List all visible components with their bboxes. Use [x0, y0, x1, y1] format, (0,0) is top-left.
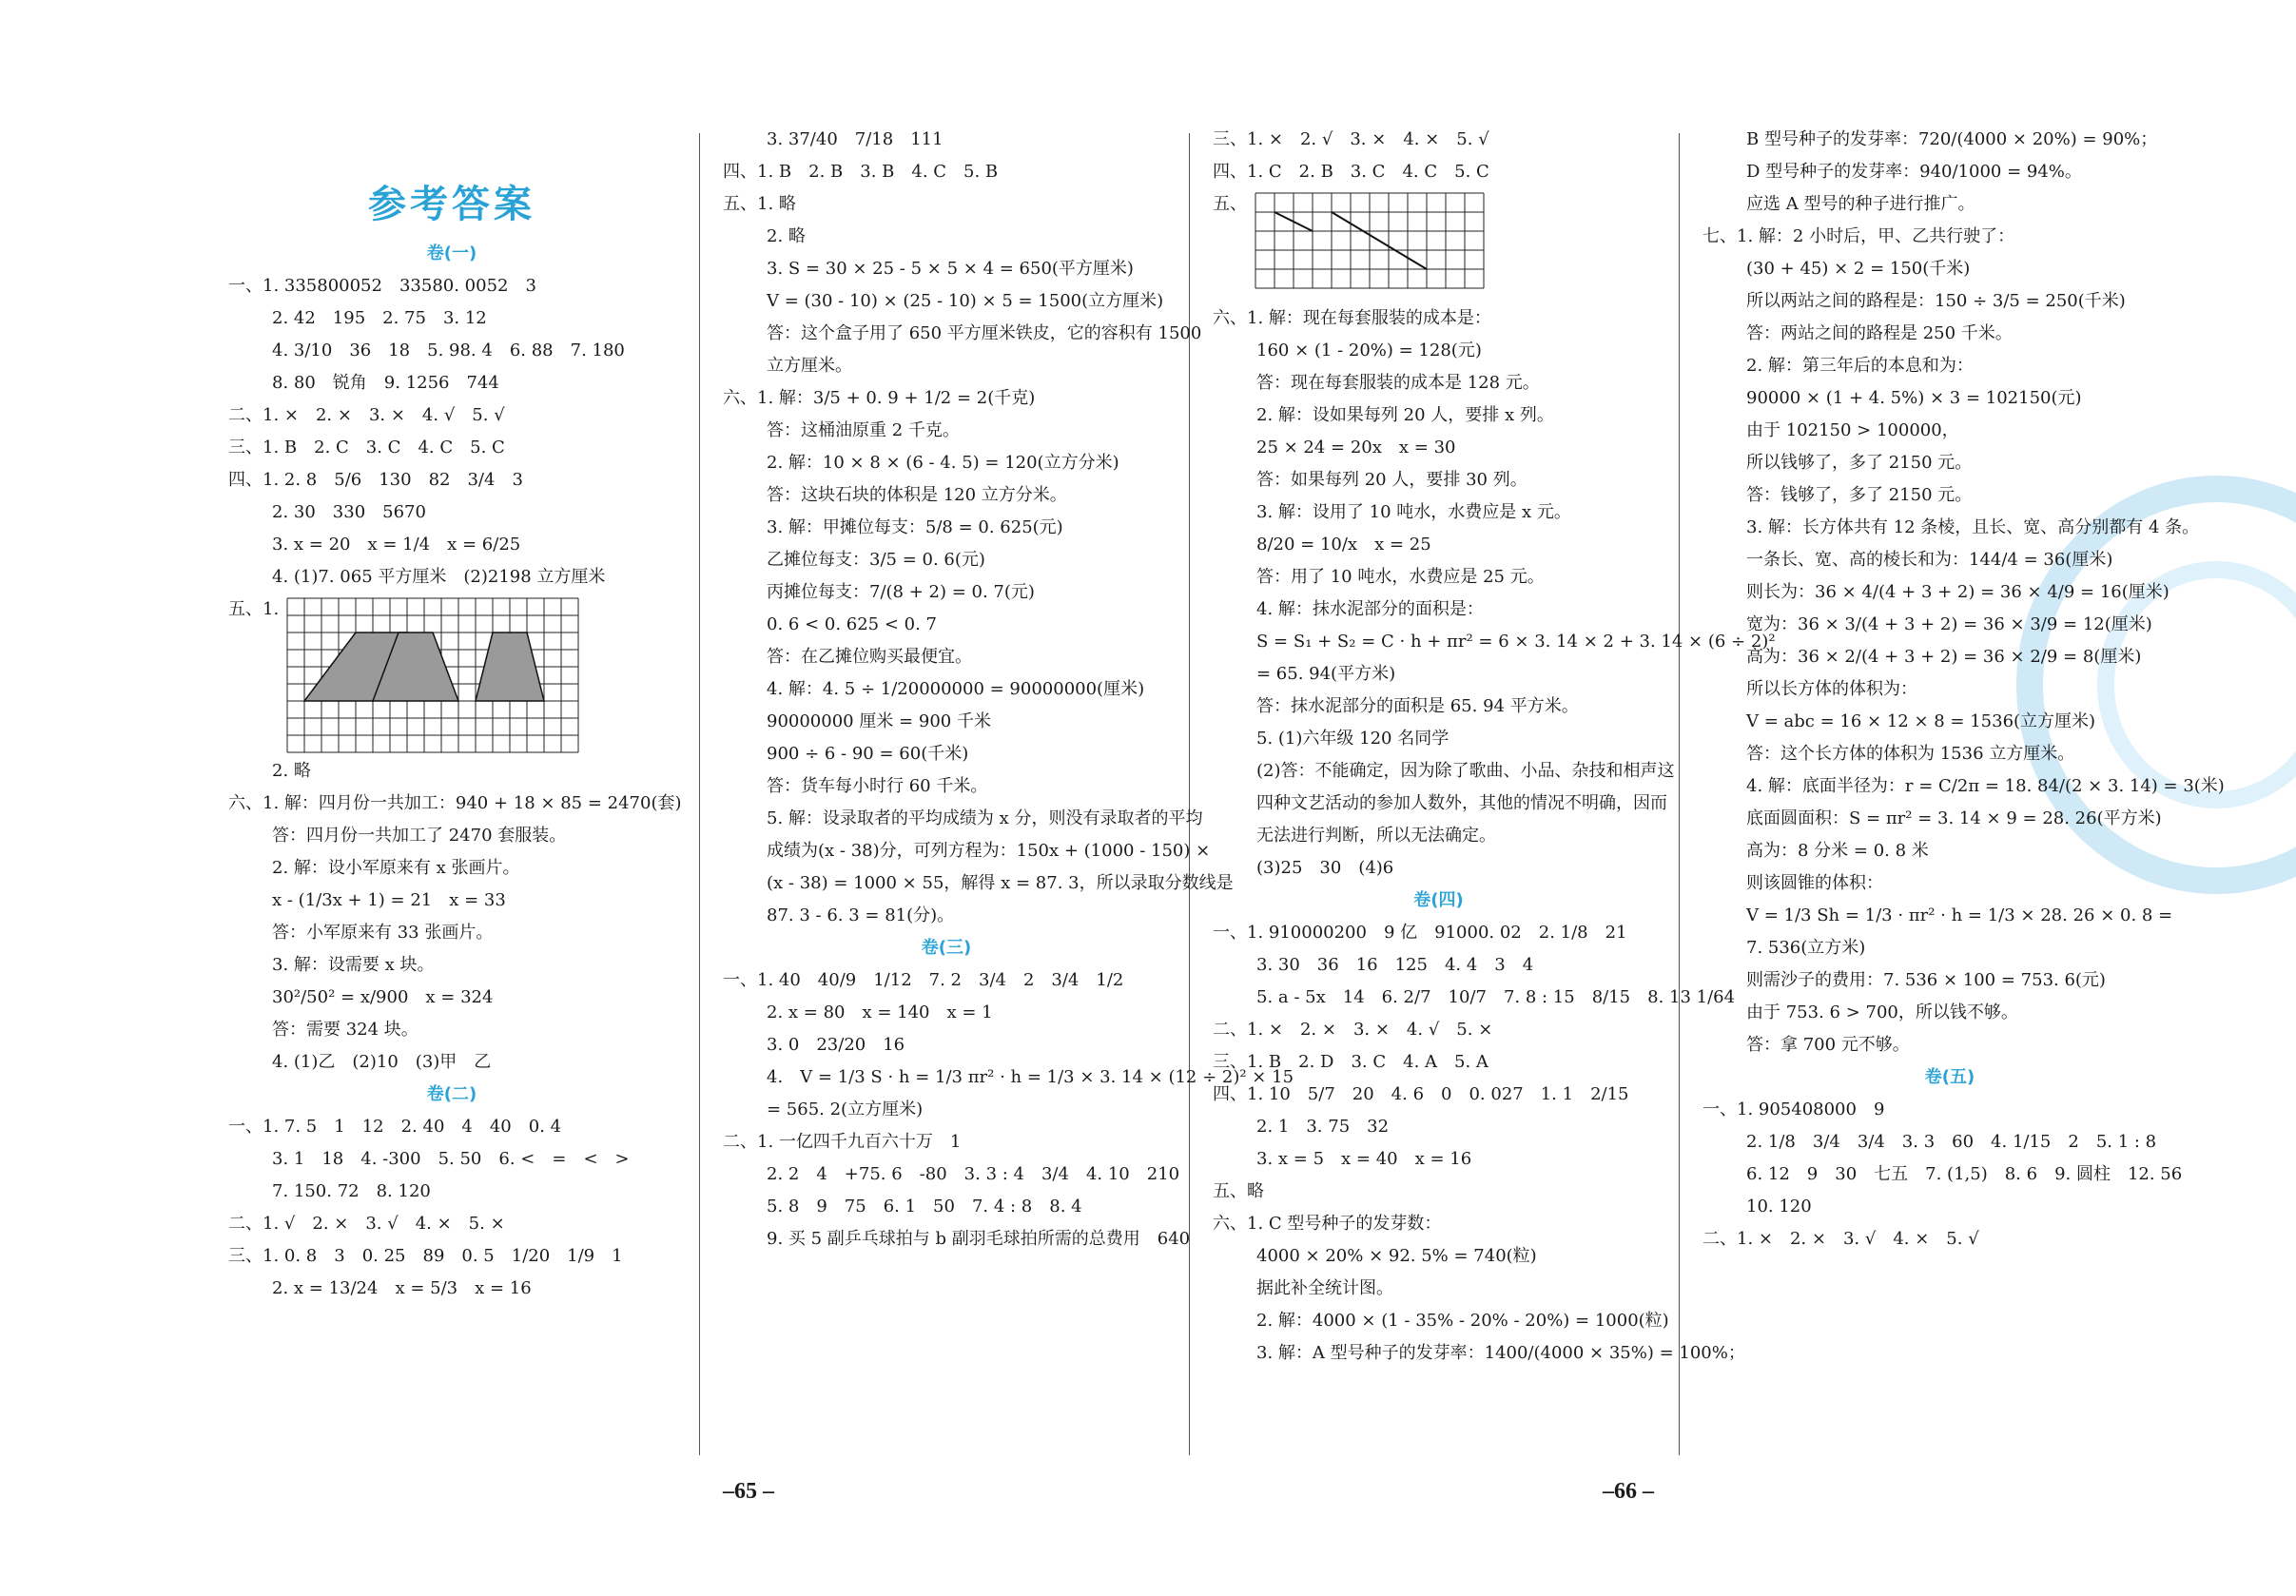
answer-text: 四、1. B 2. B 3. B 4. C 5. B — [723, 162, 999, 182]
answer-line — [723, 544, 1170, 576]
answer-line — [1703, 770, 2225, 803]
answer-line — [228, 594, 675, 755]
answer-text: 3. x = 20 x = 1/4 x = 6/25 — [272, 535, 521, 555]
answer-line — [228, 561, 675, 594]
answer-text: 卷(二) — [426, 1084, 477, 1104]
answer-line — [1703, 1094, 2197, 1126]
answer-line — [723, 770, 1170, 803]
answer-text: 卷(三) — [921, 938, 972, 958]
column-3 — [1213, 124, 1776, 1370]
answer-text: 二、1. × 2. × 3. √ 4. × 5. √ — [1703, 1229, 1979, 1249]
answer-text: 六、1. 解：四月份一共加工：940 + 18 × 85 = 2470(套) — [228, 793, 682, 813]
answer-line — [1213, 1079, 1664, 1111]
answer-text: 4. V = 1/3 S · h = 1/3 πr² · h = 1/3 × 3. 14 × (12 ÷ 2)² × 15 — [767, 1067, 1294, 1087]
answer-text: 4. 解：抹水泥部分的面积是： — [1256, 599, 1484, 619]
answer-text: 答：四月份一共加工了 2470 套服装。 — [272, 826, 567, 846]
answer-text: 4000 × 20% × 92. 5% = 740(粒) — [1256, 1246, 1537, 1266]
answer-text: 成绩为(x - 38)分，可列方程为：150x + (1000 - 150) × — [767, 841, 1211, 861]
answer-text: (x - 38) = 1000 × 55，解得 x = 87. 3，所以录取分数线是 — [767, 873, 1234, 893]
answer-line — [1703, 609, 2197, 641]
answer-text: 答：在乙摊位购买最便宜。 — [767, 647, 972, 667]
answer-text: 二、1. √ 2. × 3. √ 4. × 5. × — [228, 1214, 505, 1234]
answer-line — [723, 124, 1170, 156]
answer-line — [1703, 253, 2197, 285]
answer-text: 所以长方体的体积为： — [1746, 679, 1917, 699]
answer-line — [1703, 867, 2197, 900]
answer-text: 卷(五) — [1924, 1067, 1975, 1087]
answer-line — [723, 964, 1170, 997]
answer-text: (30 + 45) × 2 = 150(千米) — [1746, 259, 1971, 279]
answer-text: 底面圆面积：S = πr² = 3. 14 × 9 = 28. 26(平方米) — [1746, 808, 2162, 828]
answer-line — [723, 1061, 1294, 1094]
answer-line — [1703, 285, 2197, 318]
answer-text: 3. 解：设用了 10 吨水，水费应是 x 元。 — [1256, 502, 1571, 522]
answer-line — [1213, 982, 1736, 1014]
answer-text: 6. 12 9 30 七五 7. (1,5) 8. 6 9. 圆柱 12. 56 — [1746, 1164, 2183, 1184]
answer-line — [1213, 949, 1664, 982]
answer-line — [228, 529, 675, 561]
answer-line — [228, 432, 675, 464]
answer-text: 无法进行判断，所以无法确定。 — [1256, 826, 1496, 846]
answer-text: 六、1. 解：3/5 + 0. 9 + 1/2 = 2(千克) — [723, 388, 1036, 408]
answer-text: 五、 — [1213, 194, 1247, 214]
answer-text: 2. 2 4 +75. 6 -80 3. 3 : 4 3/4 4. 10 210 — [767, 1164, 1180, 1184]
answer-line — [1213, 1305, 1669, 1337]
answer-line — [723, 609, 1170, 641]
answer-line — [723, 479, 1170, 512]
answer-line — [228, 1208, 675, 1240]
answer-line — [1213, 1273, 1664, 1305]
answer-text: 4. 解：底面半径为：r = C/2π = 18. 84/(2 × 3. 14) = 3(米) — [1746, 776, 2225, 796]
answer-line — [723, 156, 1170, 188]
answer-line — [1703, 738, 2197, 770]
answer-line — [1213, 755, 1675, 788]
answer-line — [723, 706, 1170, 738]
answer-line — [1703, 1029, 2197, 1061]
answer-text: 一条长、宽、高的棱长和为：144/4 = 36(厘米) — [1746, 550, 2113, 570]
answer-line — [1213, 1143, 1664, 1176]
answer-text: 高为：36 × 2/(4 + 3 + 2) = 36 × 2/9 = 8(厘米) — [1746, 647, 2142, 667]
answer-line — [228, 1046, 675, 1079]
answer-text: 4. 3/10 36 18 5. 98. 4 6. 88 7. 180 — [272, 341, 625, 360]
answer-line — [1703, 124, 2197, 156]
answer-line — [1213, 626, 1776, 658]
answer-text: 一、1. 905408000 9 — [1703, 1100, 1885, 1119]
answer-line — [1703, 1158, 2197, 1191]
answer-text: 2. 1/8 3/4 3/4 3. 3 60 4. 1/15 2 5. 1 : 8 — [1746, 1132, 2157, 1152]
answer-line — [723, 221, 1170, 253]
answer-line — [1703, 188, 2197, 221]
answer-text: 4. 解：4. 5 ÷ 1/20000000 = 90000000(厘米) — [767, 679, 1145, 699]
answer-line — [1213, 464, 1664, 496]
answer-text: 立方厘米。 — [767, 356, 852, 376]
answer-line — [1213, 658, 1664, 691]
answer-text: 七、1. 解：2 小时后，甲、乙共行驶了： — [1703, 226, 2015, 246]
answer-text: 900 ÷ 6 - 90 = 60(千米) — [767, 744, 969, 764]
page-number-right: –66 – — [1603, 1479, 1654, 1504]
answer-text: 5. 解：设录取者的平均成绩为 x 分，则没有录取者的平均 — [767, 808, 1203, 828]
answer-line — [723, 1126, 1170, 1158]
answer-text: 六、1. C 型号种子的发芽数： — [1213, 1214, 1442, 1234]
answer-text: 2. 30 330 5670 — [272, 502, 426, 522]
answer-line — [228, 852, 675, 885]
answer-line — [228, 982, 675, 1014]
answer-line — [1213, 1208, 1664, 1240]
answer-line — [228, 335, 675, 367]
answer-text: V = abc = 16 × 12 × 8 = 1536(立方厘米) — [1746, 711, 2096, 731]
answer-text: D 型号种子的发芽率：940/1000 = 94%。 — [1746, 162, 2082, 182]
answer-line — [1213, 561, 1664, 594]
answer-text: S = S₁ + S₂ = C · h + πr² = 6 × 3. 14 × 2 + 3. 14 × (6 ÷ 2)² — [1256, 632, 1776, 652]
answer-text: 四、1. 2. 8 5/6 130 82 3/4 3 — [228, 470, 523, 490]
answer-line — [1213, 852, 1664, 885]
answer-text: 一、1. 910000200 9 亿 91000. 02 2. 1/8 21 — [1213, 923, 1627, 943]
answer-line — [1703, 415, 2197, 447]
section-heading — [723, 932, 1170, 964]
answer-line — [228, 302, 675, 335]
answer-text: 由于 102150 > 100000， — [1746, 420, 1959, 440]
answer-text: 四、1. C 2. B 3. C 4. C 5. C — [1213, 162, 1489, 182]
answer-text: 应选 A 型号的种子进行推广。 — [1746, 194, 1975, 214]
answer-line — [723, 576, 1170, 609]
answer-text: 四、1. 10 5/7 20 4. 6 0 0. 027 1. 1 2/15 — [1213, 1084, 1629, 1104]
answer-text: 一、1. 7. 5 1 12 2. 40 4 40 0. 4 — [228, 1117, 562, 1137]
answer-text: = 65. 94(平方米) — [1256, 664, 1396, 684]
answer-line — [1213, 335, 1664, 367]
answer-line — [228, 917, 675, 949]
answer-line — [723, 253, 1170, 285]
answer-line — [1213, 156, 1664, 188]
answer-text: 3. 37/40 7/18 111 — [767, 129, 944, 149]
answer-line — [228, 367, 675, 399]
answer-text: 卷(一) — [426, 243, 477, 263]
answer-text: 3. 解：设需要 x 块。 — [272, 955, 435, 975]
column-1 — [228, 124, 682, 1305]
answer-line — [228, 1176, 675, 1208]
answer-line — [723, 673, 1170, 706]
answer-line — [1703, 1223, 2197, 1255]
answer-line — [1703, 350, 2197, 382]
answer-text: 答：如果每列 20 人，要排 30 列。 — [1256, 470, 1527, 490]
answer-text: 所以两站之间的路程是：150 ÷ 3/5 = 250(千米) — [1746, 291, 2126, 311]
column-divider — [1679, 133, 1680, 1455]
answer-text: 2. 解：设如果每列 20 人，要排 x 列。 — [1256, 405, 1554, 425]
answer-text: 由于 753. 6 > 700，所以钱不够。 — [1746, 1002, 2018, 1022]
answer-line — [228, 496, 675, 529]
answer-text: 4. (1)7. 065 平方厘米 (2)2198 立方厘米 — [272, 567, 606, 587]
answer-line — [1703, 221, 2197, 253]
answer-line — [1703, 900, 2197, 932]
answer-text: 一、1. 335800052 33580. 0052 3 — [228, 276, 536, 296]
answer-text: 2. x = 80 x = 140 x = 1 — [767, 1002, 993, 1022]
answer-line — [1703, 1191, 2197, 1223]
answer-line — [1213, 820, 1664, 852]
answer-text: 卷(四) — [1413, 890, 1464, 910]
answer-line — [1703, 447, 2197, 479]
answer-text: 三、1. B 2. C 3. C 4. C 5. C — [228, 438, 505, 457]
answer-text: 90000 × (1 + 4. 5%) × 3 = 102150(元) — [1746, 388, 2082, 408]
answer-text: 2. 42 195 2. 75 3. 12 — [272, 308, 487, 328]
answer-text: 30²/50² = x/900 x = 324 — [272, 987, 494, 1007]
answer-text: 答：这个盒子用了 650 平方厘米铁皮，它的容积有 1500 — [767, 323, 1202, 343]
answer-line — [723, 1223, 1191, 1255]
answer-text: 5. a - 5x 14 6. 2/7 10/7 7. 8 : 15 8/15 8. 13 1/64 — [1256, 987, 1736, 1007]
answer-text: 5. 8 9 75 6. 1 50 7. 4 : 8 8. 4 — [767, 1197, 1082, 1216]
answer-line — [723, 1094, 1170, 1126]
answer-line — [1213, 1014, 1664, 1046]
answer-line — [228, 1014, 675, 1046]
answer-line — [1703, 641, 2197, 673]
answer-line — [1703, 932, 2197, 964]
answer-text: 2. 解：4000 × (1 - 35% - 20% - 20%) = 1000(粒) — [1256, 1311, 1669, 1331]
section-heading — [1213, 885, 1664, 917]
answer-line — [1213, 594, 1664, 626]
answer-text: 答：需要 324 块。 — [272, 1020, 418, 1040]
answer-text: 2. 略 — [767, 226, 806, 246]
answer-text: 2. 解：10 × 8 × (6 - 4. 5) = 120(立方分米) — [767, 453, 1119, 473]
answer-text: 四种文艺活动的参加人数外，其他的情况不明确，因而 — [1256, 793, 1667, 813]
answer-text: 答：两站之间的路程是 250 千米。 — [1746, 323, 2013, 343]
answer-text: 7. 536(立方米) — [1746, 938, 1866, 958]
answer-line — [723, 512, 1170, 544]
answer-text: 则需沙子的费用：7. 536 × 100 = 753. 6(元) — [1746, 970, 2106, 990]
answer-line — [1703, 576, 2197, 609]
page-number-left: –65 – — [723, 1479, 774, 1504]
answer-line — [723, 382, 1170, 415]
answer-text: 7. 150. 72 8. 120 — [272, 1181, 431, 1201]
answer-line — [1213, 917, 1664, 949]
answer-text: 25 × 24 = 20x x = 30 — [1256, 438, 1456, 457]
answer-text: 二、1. × 2. × 3. × 4. √ 5. × — [1213, 1020, 1493, 1040]
answer-text: 8. 80 锐角 9. 1256 744 — [272, 373, 499, 393]
answer-text: 答：这个长方体的体积为 1536 立方厘米。 — [1746, 744, 2075, 764]
answer-text: 2. 略 — [272, 761, 311, 781]
answer-text: (3)25 30 (4)6 — [1256, 858, 1394, 878]
answer-text: 3. 1 18 4. -300 5. 50 6. < = < > — [272, 1149, 630, 1169]
answer-text: 答：这桶油原重 2 千克。 — [767, 420, 960, 440]
answer-line — [1703, 318, 2197, 350]
answer-text: 二、1. × 2. × 3. × 4. √ 5. √ — [228, 405, 505, 425]
answer-line — [1213, 1111, 1664, 1143]
section-heading — [1703, 1061, 2197, 1094]
answer-text: 答：用了 10 吨水，水费应是 25 元。 — [1256, 567, 1545, 587]
answer-line — [723, 188, 1170, 221]
answer-text: 8/20 = 10/x x = 25 — [1256, 535, 1431, 555]
section-heading — [228, 1079, 675, 1111]
answer-line — [1213, 691, 1664, 723]
answer-line — [1703, 1126, 2197, 1158]
answer-text: 答：小军原来有 33 张画片。 — [272, 923, 494, 943]
answer-line — [723, 997, 1170, 1029]
answer-text: = 565. 2(立方厘米) — [767, 1100, 924, 1119]
answer-text: 2. 1 3. 75 32 — [1256, 1117, 1390, 1137]
answer-text: 90000000 厘米 = 900 千米 — [767, 711, 991, 731]
answer-text: 3. 解：长方体共有 12 条棱，且长、宽、高分别都有 4 条。 — [1746, 517, 2200, 537]
answer-text: 五、略 — [1213, 1181, 1264, 1201]
answer-line — [1213, 496, 1664, 529]
answer-text: 五、1. 略 — [723, 194, 796, 214]
answer-line — [228, 399, 675, 432]
answer-text: 答：钱够了，多了 2150 元。 — [1746, 485, 1973, 505]
drawn-segment — [1332, 212, 1427, 269]
page-title: 参考答案 — [368, 183, 535, 226]
answer-text: 答：货车每小时行 60 千米。 — [767, 776, 988, 796]
answer-text: 2. 解：第三年后的本息和为： — [1746, 356, 1974, 376]
answer-text: 据此补全统计图。 — [1256, 1278, 1393, 1298]
answer-text: 2. x = 13/24 x = 5/3 x = 16 — [272, 1278, 532, 1298]
answer-text: 87. 3 - 6. 3 = 81(分)。 — [767, 905, 955, 925]
answer-text: 则该圆锥的体积： — [1746, 873, 1883, 893]
answer-line — [228, 1143, 675, 1176]
column-divider — [699, 133, 700, 1455]
section-heading — [228, 238, 675, 270]
answer-line — [1213, 367, 1664, 399]
answer-text: 5. (1)六年级 120 名同学 — [1256, 729, 1450, 749]
answer-text: B 型号种子的发芽率：720/(4000 × 20%) = 90%； — [1746, 129, 2158, 149]
answer-text: 三、1. B 2. D 3. C 4. A 5. A — [1213, 1052, 1489, 1072]
answer-line — [228, 1273, 675, 1305]
answer-text: 3. S = 30 × 25 - 5 × 5 × 4 = 650(平方厘米) — [767, 259, 1134, 279]
answer-line — [1703, 803, 2197, 835]
answer-line — [723, 738, 1170, 770]
answer-line — [1213, 1046, 1664, 1079]
answer-line — [228, 1111, 675, 1143]
answer-text: 3. 解：A 型号种子的发芽率：1400/(4000 × 35%) = 100%； — [1256, 1343, 1745, 1363]
answer-text: 一、1. 40 40/9 1/12 7. 2 3/4 2 3/4 1/2 — [723, 970, 1124, 990]
answer-list-3 — [1213, 124, 1776, 1370]
answer-line — [1703, 382, 2197, 415]
answer-text: 五、1. — [228, 599, 280, 619]
answer-text: 三、1. × 2. √ 3. × 4. × 5. √ — [1213, 129, 1489, 149]
answer-list-4 — [1703, 124, 2225, 1255]
answer-line — [1703, 673, 2197, 706]
answer-line — [1213, 432, 1664, 464]
answer-text: 二、1. 一亿四千九百六十万 1 — [723, 1132, 962, 1152]
answer-line — [1703, 964, 2197, 997]
answer-text: 160 × (1 - 20%) = 128(元) — [1256, 341, 1482, 360]
answer-text: 答：这块石块的体积是 120 立方分米。 — [767, 485, 1067, 505]
answer-line — [723, 350, 1170, 382]
column-4 — [1703, 124, 2225, 1255]
answer-line — [1703, 512, 2200, 544]
answer-line — [723, 447, 1170, 479]
answer-line — [1213, 188, 1664, 302]
answer-line — [1703, 706, 2197, 738]
answer-list-1 — [228, 238, 682, 1305]
answer-line — [228, 820, 675, 852]
answer-text: 丙摊位每支：7/(8 + 2) = 0. 7(元) — [767, 582, 1035, 602]
answer-line — [723, 900, 1170, 932]
answer-text: 0. 6 < 0. 625 < 0. 7 — [767, 614, 937, 634]
answer-line — [228, 270, 675, 302]
answer-line — [1213, 1337, 1745, 1370]
answer-line — [723, 318, 1202, 350]
answer-text: 3. 30 36 16 125 4. 4 3 4 — [1256, 955, 1534, 975]
answer-text: 答：现在每套服装的成本是 128 元。 — [1256, 373, 1540, 393]
answer-line — [1213, 399, 1664, 432]
answer-line — [1213, 723, 1664, 755]
answer-text: 2. 解：设小军原来有 x 张画片。 — [272, 858, 520, 878]
answer-line — [1703, 544, 2197, 576]
answer-text: (2)答：不能确定，因为除了歌曲、小品、杂技和相声这 — [1256, 761, 1675, 781]
answer-text: 3. 0 23/20 16 — [767, 1035, 905, 1055]
answer-text: 10. 120 — [1746, 1197, 1812, 1216]
answer-text: 高为：8 分米 = 0. 8 米 — [1746, 841, 1929, 861]
answer-line — [1703, 997, 2197, 1029]
grid-figure — [1255, 192, 1485, 289]
answer-line — [723, 1029, 1170, 1061]
answer-line — [1213, 302, 1664, 335]
answer-line — [1703, 479, 2197, 512]
answer-text: 3. x = 5 x = 40 x = 16 — [1256, 1149, 1472, 1169]
answer-text: 三、1. 0. 8 3 0. 25 89 0. 5 1/20 1/9 1 — [228, 1246, 623, 1266]
answer-line — [723, 285, 1170, 318]
answer-text: 9. 买 5 副乒乓球拍与 b 副羽毛球拍所需的总费用 640 — [767, 1229, 1191, 1249]
answer-line — [228, 1240, 675, 1273]
answer-line — [723, 415, 1170, 447]
answer-text: 宽为：36 × 3/(4 + 3 + 2) = 36 × 3/9 = 12(厘米) — [1746, 614, 2152, 634]
answer-text: 3. 解：甲摊位每支：5/8 = 0. 625(元) — [767, 517, 1063, 537]
answer-line — [1213, 124, 1664, 156]
answer-text: V = (30 - 10) × (25 - 10) × 5 = 1500(立方厘米) — [767, 291, 1164, 311]
answer-line — [1703, 835, 2197, 867]
answer-line — [723, 835, 1211, 867]
answer-text: 所以钱够了，多了 2150 元。 — [1746, 453, 1973, 473]
answer-text: x - (1/3x + 1) = 21 x = 33 — [272, 890, 506, 910]
answer-text: V = 1/3 Sh = 1/3 · πr² · h = 1/3 × 28. 26 × 0. 8 = — [1746, 905, 2173, 925]
answer-line — [228, 464, 675, 496]
answer-line — [228, 885, 675, 917]
answer-line — [1213, 529, 1664, 561]
answer-line — [1703, 156, 2197, 188]
shaded-shape — [476, 633, 544, 701]
answer-line — [723, 867, 1234, 900]
answer-text: 六、1. 解：现在每套服装的成本是： — [1213, 308, 1491, 328]
grid-figure — [286, 597, 579, 753]
answer-text: 则长为：36 × 4/(4 + 3 + 2) = 36 × 4/9 = 16(厘米) — [1746, 582, 2170, 602]
answer-line — [723, 803, 1203, 835]
answer-line — [1213, 788, 1667, 820]
answer-line — [1213, 1240, 1664, 1273]
answer-text: 乙摊位每支：3/5 = 0. 6(元) — [767, 550, 985, 570]
answer-line — [228, 788, 682, 820]
answer-text: 答：拿 700 元不够。 — [1746, 1035, 1910, 1055]
answer-line — [228, 949, 675, 982]
answer-text: 4. (1)乙 (2)10 (3)甲 乙 — [272, 1052, 492, 1072]
answer-line — [723, 641, 1170, 673]
answer-line — [723, 1191, 1170, 1223]
answer-text: 答：抹水泥部分的面积是 65. 94 平方米。 — [1256, 696, 1579, 716]
answer-line — [1213, 1176, 1664, 1208]
answer-line — [723, 1158, 1180, 1191]
